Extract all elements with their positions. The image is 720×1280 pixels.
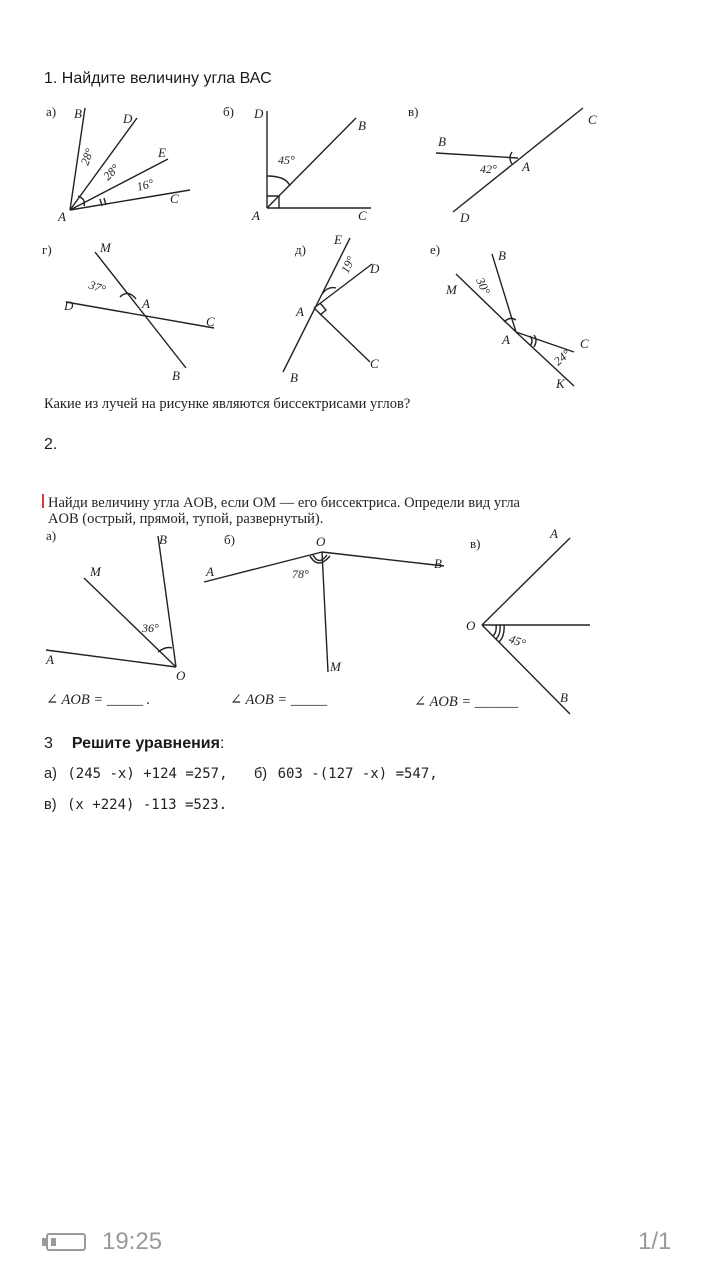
fig1d-E: E	[334, 232, 342, 247]
fig1g-sublabel: г)	[42, 242, 52, 257]
fig1d-C: C	[370, 356, 379, 371]
fig1d-D: D	[370, 261, 380, 276]
fig2a-answer: ∠ AOB = _____ .	[46, 692, 151, 708]
fig1d-sublabel: д)	[295, 242, 306, 257]
battery-tip	[42, 1238, 46, 1246]
fig1d-B: B	[290, 370, 298, 385]
fig2b-O: O	[316, 534, 326, 549]
figure-2b	[204, 532, 444, 674]
eq-a: (245 -x) +124 =257,	[67, 766, 228, 782]
fig1b-D: D	[254, 106, 264, 121]
fig1e-A: A	[502, 332, 510, 347]
fig1a-C: C	[170, 191, 179, 206]
task1-figures	[38, 96, 618, 396]
fig1e-K: K	[556, 376, 565, 391]
fig1e-sublabel: е)	[430, 242, 441, 257]
eq-b: 603 -(127 -x) =547,	[277, 766, 438, 782]
equation-row-1	[44, 765, 438, 783]
fig2b-answer: ∠ AOB = _____	[230, 692, 327, 708]
fig1v-C: C	[588, 112, 597, 127]
task3-colon: :	[219, 735, 225, 752]
task1-question: Какие из лучей на рисунке являются биссектрисами углов?	[44, 396, 411, 412]
figure-1b	[223, 104, 371, 223]
fig1v-A: A	[522, 159, 530, 174]
fig2a-B: B	[159, 532, 167, 547]
fig1e-B: B	[498, 248, 506, 263]
fig2b-M: M	[330, 659, 341, 674]
fig1a-sublabel: а)	[46, 104, 57, 119]
fig1v-B: B	[438, 134, 446, 149]
fig2v-A: A	[550, 526, 558, 541]
eq-b-label: б)	[253, 766, 268, 782]
eq-v-label: в)	[44, 797, 57, 813]
figure-2v	[466, 526, 590, 714]
clock-time: 19:25	[102, 1228, 163, 1255]
fig1e-angle1: 30°	[473, 275, 494, 297]
fig1a-D: D	[123, 111, 133, 126]
figure-2a	[45, 528, 186, 683]
fig2b-A: A	[206, 564, 214, 579]
fig1g-B: B	[172, 368, 180, 383]
eq-a-label: а)	[44, 766, 57, 782]
fig1e-angle2: 24°	[550, 346, 573, 369]
fig1g-angle: 37°	[86, 277, 108, 297]
figure-1v	[408, 104, 597, 225]
fig1a-angle1: 28°	[77, 146, 97, 168]
page-indicator: 1/1	[638, 1228, 672, 1255]
task2-text-line1: Найди величину угла AOB, если OM — его биссектриса. Определи вид угла	[48, 495, 520, 511]
fig1b-sublabel: б)	[223, 104, 234, 119]
fig1g-D: D	[64, 298, 74, 313]
fig1a-angle2: 28°	[100, 161, 123, 184]
fig2v-angle: 45°	[506, 631, 528, 651]
fig2b-angle: 78°	[292, 567, 309, 581]
fig2a-O: O	[176, 668, 186, 683]
fig2a-sublabel: а)	[46, 528, 57, 543]
fig2b-sublabel: б)	[224, 532, 235, 547]
fig2v-B: B	[560, 690, 568, 705]
fig1a-E: E	[158, 145, 166, 160]
fig1b-C: C	[358, 208, 367, 223]
figure-1a	[46, 104, 190, 224]
fig2v-answer: ∠ AOB = ______	[414, 694, 519, 710]
figure-1g	[42, 240, 215, 383]
fig1d-angle: 19°	[338, 254, 358, 276]
fig2a-angle: 36°	[142, 621, 159, 635]
equation-row-2	[44, 796, 227, 814]
fig1g-M: M	[100, 240, 111, 255]
task2-text-line2: AOB (острый, прямой, тупой, развернутый).	[48, 511, 324, 527]
task3-heading	[44, 735, 224, 753]
fig2v-O: O	[466, 618, 476, 633]
task1-title: 1. Найдите величину угла ВАС	[44, 70, 272, 87]
eq-v: (x +224) -113 =523.	[67, 797, 228, 813]
fig1a-angle3: 16°	[135, 176, 156, 194]
fig1e-C: C	[580, 336, 589, 351]
fig1v-angle: 42°	[480, 162, 497, 176]
task2-title: 2.	[44, 436, 58, 453]
text-cursor-mark	[42, 494, 44, 508]
task2-figures	[38, 526, 598, 716]
fig1g-C: C	[206, 314, 215, 329]
task3-title: Решите уравнения	[71, 735, 220, 752]
battery-level	[51, 1238, 56, 1246]
fig1a-A: A	[58, 209, 66, 224]
fig1v-D: D	[460, 210, 470, 225]
figure-1e	[430, 242, 589, 391]
fig1d-A: A	[296, 304, 304, 319]
fig2b-B: B	[434, 556, 442, 571]
fig1e-M: M	[446, 282, 457, 297]
fig1b-A: A	[252, 208, 260, 223]
fig1g-A: A	[142, 296, 150, 311]
fig1b-angle: 45°	[278, 153, 295, 167]
fig1b-B: B	[358, 118, 366, 133]
task3-number: 3	[44, 735, 53, 752]
fig1a-B: B	[74, 106, 82, 121]
figure-1d	[283, 232, 380, 385]
fig1v-sublabel: в)	[408, 104, 419, 119]
fig2v-sublabel: в)	[470, 536, 481, 551]
battery-icon	[46, 1233, 86, 1251]
fig2a-A: A	[46, 652, 54, 667]
fig2a-M: M	[90, 564, 101, 579]
